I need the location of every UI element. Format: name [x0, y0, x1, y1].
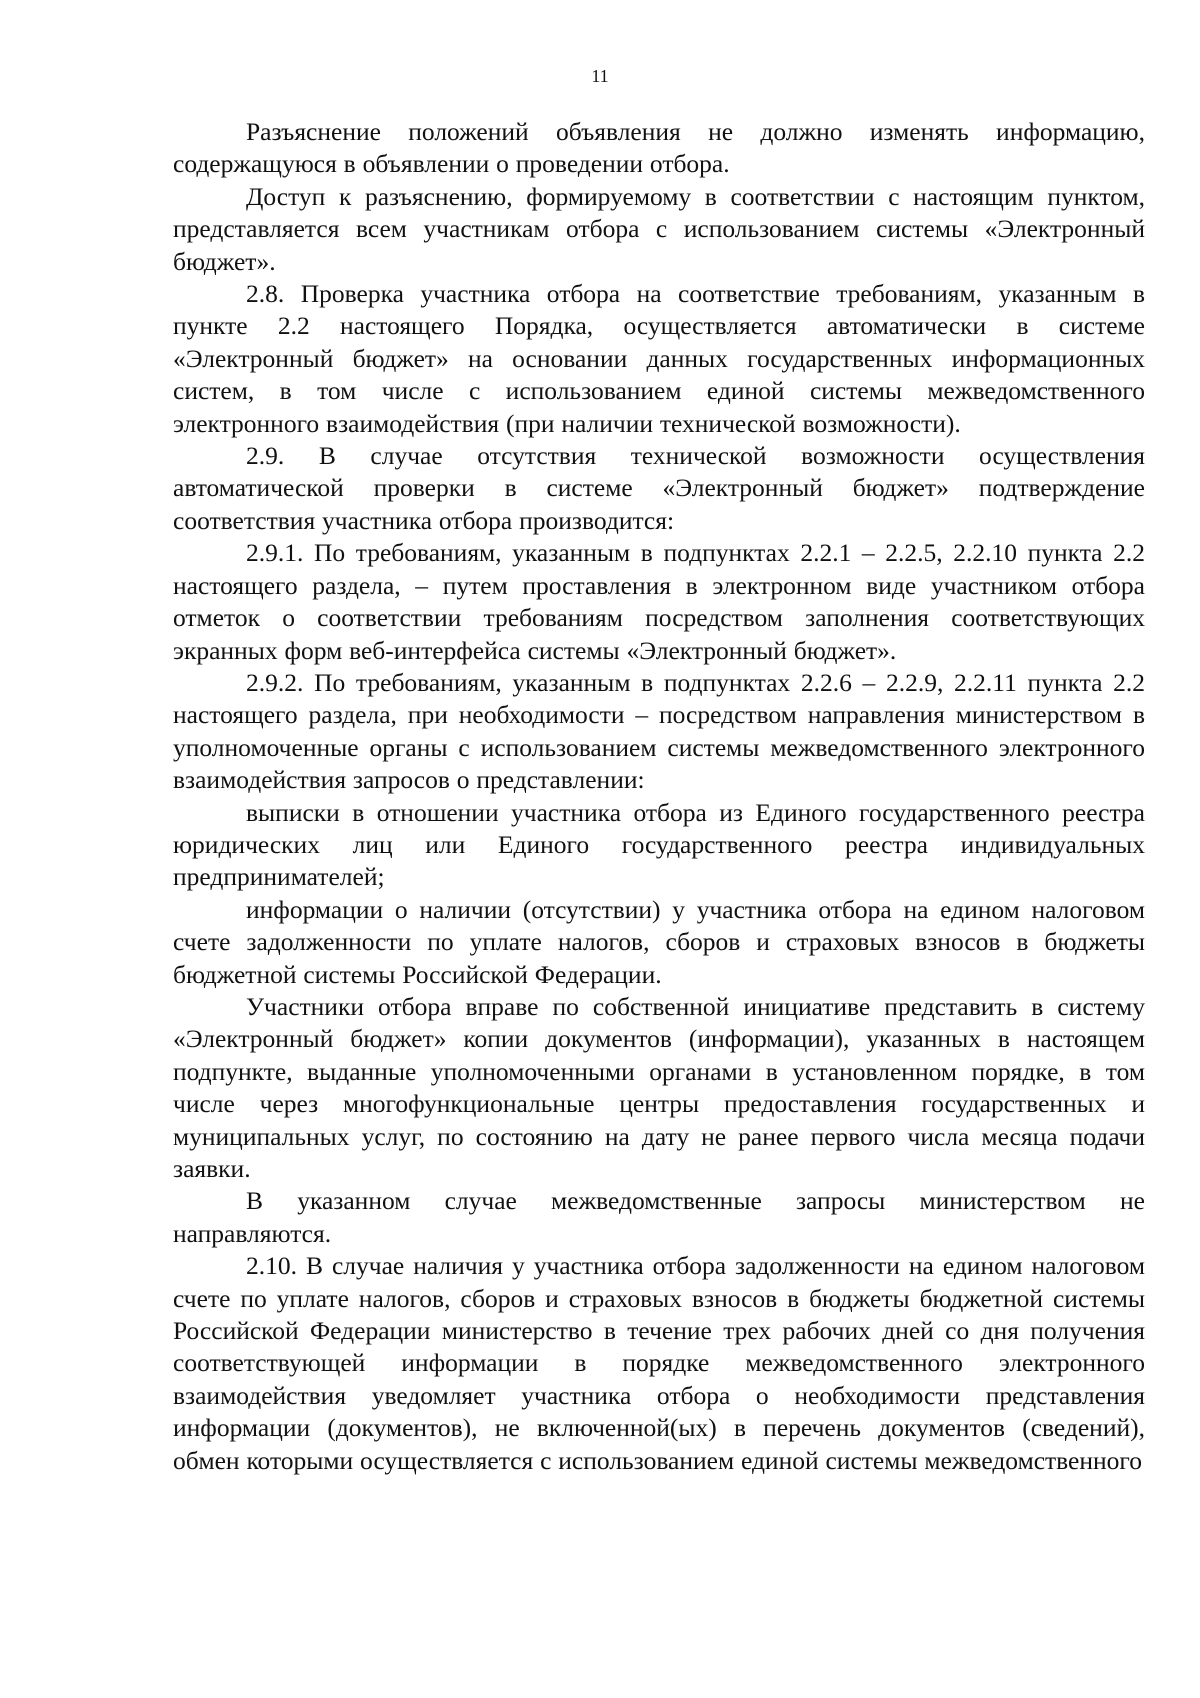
paragraph-2-9: 2.9. В случае отсутствия технической возможности осуществления автоматической проверки в системе «Электронный бюджет» подтверждение соответствия участника отбора производится: — [173, 441, 1145, 535]
paragraph-no-requests: В указанном случае межведомственные запросы министерством не направляются. — [173, 1186, 1145, 1248]
paragraph-clarification-scope: Разъяснение положений объявления не должно изменять информацию, содержащуюся в объявлении о проведении отбора. — [173, 117, 1145, 179]
paragraph-2-9-1: 2.9.1. По требованиям, указанным в подпунктах 2.2.1 – 2.2.5, 2.2.10 пункта 2.2 настоящего раздела, – путем проставления в электронном виде участником отбора отметок о соответствии требованиям посредством заполнения соответствующих экранных форм веб-интерфейса системы «Электронный бюджет». — [173, 538, 1145, 665]
paragraph-own-initiative: Участники отбора вправе по собственной инициативе представить в систему «Электронный бюджет» копии документов (информации), указанных в настоящем подпункте, выданные уполномоченными органами в установленном порядке, в том числе через многофункциональные центры предоставления государственных и муниципальных услуг, по состоянию на дату не ранее первого числа месяца подачи заявки. — [173, 991, 1145, 1183]
document-body — [173, 116, 1145, 1477]
paragraph-tax-debt-info: информации о наличии (отсутствии) у участника отбора на едином налоговом счете задолженности по уплате налогов, сборов и страховых взносов в бюджеты бюджетной системы Российской Федерации. — [173, 894, 1145, 989]
paragraph-clarification-access: Доступ к разъяснению, формируемому в соответствии с настоящим пунктом, представляется всем участникам отбора с использованием системы «Электронный бюджет». — [173, 181, 1145, 276]
paragraph-2-8: 2.8. Проверка участника отбора на соответствие требованиям, указанным в пункте 2.2 настоящего Порядка, осуществляется автоматически в системе «Электронный бюджет» на основании данных государственных информационных систем, в том числе с использованием единой системы межведомственного электронного взаимодействия (при наличии технической возможности). — [173, 279, 1145, 438]
paragraph-registry-extract: выписки в отношении участника отбора из Единого государственного реестра юридических лиц или Единого государственного реестра индивидуальных предпринимателей; — [173, 797, 1145, 892]
paragraph-2-9-2: 2.9.2. По требованиям, указанным в подпунктах 2.2.6 – 2.2.9, 2.2.11 пункта 2.2 настоящего раздела, при необходимости – посредством направления министерством в уполномоченные органы с использованием системы межведомственного электронного взаимодействия запросов о представлении: — [173, 667, 1145, 795]
paragraph-2-10: 2.10. В случае наличия у участника отбора задолженности на едином налоговом счете по уплате налогов, сборов и страховых взносов в бюджеты бюджетной системы Российской Федерации министерство в течение трех рабочих дней со дня получения соответствующей информации в порядке межведомственного электронного взаимодействия уведомляет участника отбора о необходимости представления информации (документов), не включенной(ых) в перечень документов (сведений), обмен которыми осуществляется с использованием единой системы межведомственного — [173, 1251, 1145, 1475]
page-number: 11 — [591, 66, 609, 86]
